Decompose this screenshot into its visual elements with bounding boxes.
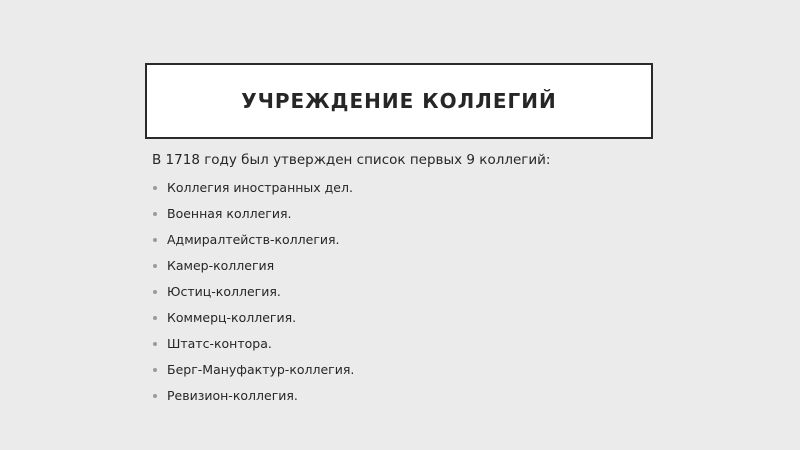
list-item-text: Ревизион-коллегия. [167,388,298,403]
list-item-text: Военная коллегия. [167,206,292,221]
list-item [150,201,670,227]
list-item [150,357,670,383]
list-item [150,227,670,253]
list-item [150,331,670,357]
list-item-text: Камер-коллегия [167,258,275,273]
title-box [145,63,653,139]
intro-text: В 1718 году был утвержден список первых 9 коллегий: [152,152,551,168]
list-item-text: Адмиралтейств-коллегия. [167,232,340,247]
bullet-icon [153,290,157,294]
list-item [150,305,670,331]
bullet-icon [153,368,157,372]
bullet-icon [153,186,157,190]
bullet-icon [153,212,157,216]
list-item-text: Коллегия иностранных дел. [167,180,353,195]
bullet-icon [153,342,157,346]
list-item-text: Коммерц-коллегия. [167,310,297,325]
bullet-icon [153,238,157,242]
bullet-icon [153,316,157,320]
list-item-text: Юстиц-коллегия. [167,284,281,299]
list-item [150,175,670,201]
bullet-icon [153,264,157,268]
list-item [150,253,670,279]
slide-title: УЧРЕЖДЕНИЕ КОЛЛЕГИЙ [241,89,557,113]
bullet-icon [153,394,157,398]
slide-content [150,150,670,409]
list-item [150,383,670,409]
list-item [150,279,670,305]
list-item-text: Штатс-контора. [167,336,272,351]
collegium-list [150,175,670,409]
list-item-text: Берг-Мануфактур-коллегия. [167,362,355,377]
